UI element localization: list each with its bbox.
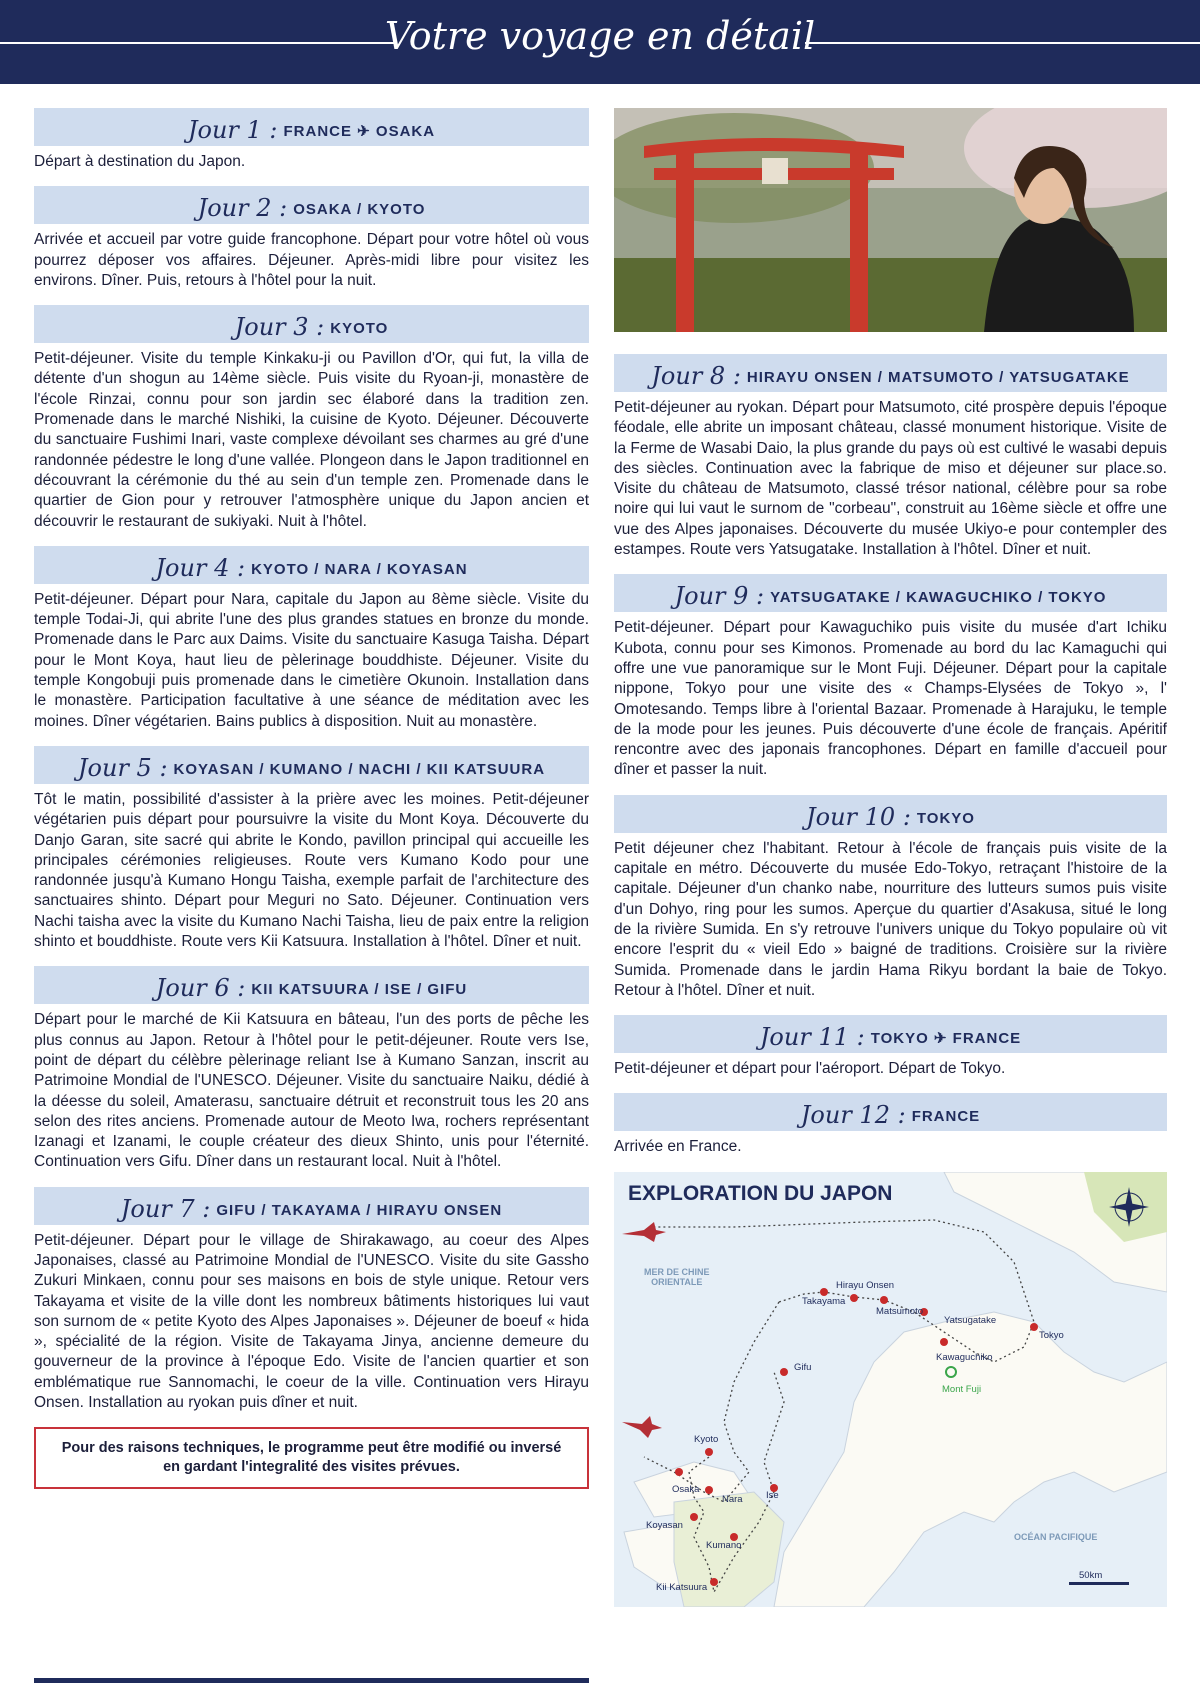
day-number: Jour 8 : bbox=[651, 362, 741, 390]
day-route: KYOTO bbox=[330, 320, 389, 338]
day-number: Jour 7 : bbox=[120, 1194, 211, 1223]
day-heading bbox=[34, 746, 589, 784]
city-label: Takayama bbox=[802, 1295, 846, 1307]
day-heading bbox=[34, 108, 589, 146]
day-heading bbox=[614, 1015, 1167, 1053]
sea-label-east: OCÉAN PACIFIQUE bbox=[1014, 1531, 1098, 1542]
day-description: Petit-déjeuner. Visite du temple Kinkaku-ji ou Pavillon d'Or, qui fut, la villa de détente d'un shogun au 14ème siècle. Puis visite du Ryoan-ji, monastère de l'école Rinzai, connu pour son jardin sec élaboré dans la tradition zen. Promenade dans le marché Nishiki, la cuisine de Kyoto. Déjeuner. Découverte du sanctuaire Fushimi Inari, vaste complexe dévoilant ses charmes au gré d'une randonnée pédestre le long d'une vallée. Plongeon dans le Japon traditionnel en découvrant la cérémonie du thé au sein d'un temple zen. Promenade dans le quartier de Gion pour y retrouver l'atmosphère unique du Japon ancien et découvrir le restaurant de sukiyaki. Nuit à l'hôtel. bbox=[34, 350, 589, 530]
city-label: Kumano bbox=[706, 1539, 742, 1551]
city-label: Osaka bbox=[672, 1483, 700, 1495]
torii-photo bbox=[614, 108, 1167, 332]
city-label: Kyoto bbox=[694, 1433, 719, 1445]
city-label: Gifu bbox=[794, 1361, 812, 1373]
city-label: Yatsugatake bbox=[944, 1314, 997, 1326]
day-heading bbox=[34, 546, 589, 584]
day-description: Arrivée en France. bbox=[614, 1138, 742, 1156]
day-description: Tôt le matin, possibilité d'assister à la prière avec les moines. Petit-déjeuner végétarien puis départ pour poursuivre la visite du Mont Koya. Découverte du Danjo Garan, site sacré qui abrite le Kondo, pavillon principal qui accueille les principales cérémonies religieuses. Route vers Kumano Kodo pour une randonnée jusqu'à Kumano Hongu Taisha, exemple parfait de l'architecture des sanctuaires shinto. Départ pour Meguri no Sato. Déjeuner. Continuation vers Nachi taisha avec la visite du Kumano Nachi Taisha, lieu de paix entre la religion shinto et bouddhiste. Route vers Kii Katsuura. Installation à l'hôtel. Dîner et nuit. bbox=[34, 790, 589, 951]
day-number: Jour 2 : bbox=[197, 194, 288, 223]
left-column bbox=[34, 108, 589, 1489]
day-description: Petit-déjeuner. Départ pour Kawaguchiko puis visite du musée d'art Ichiku Kubota, connu pour ses Kimonos. Promenade au bord du lac Kamaguchi qui offre une vue panoramique sur le Mont Fuji. Déjeuner. Départ pour la capitale nippone, Tokyo pour une visite des « Champs-Elysées de Tokyo », l' Omotesando. Temps libre à l'oriental Bazaar. Promenade à Harajuku, le temple de la mode pour les jeunes. Puis découverte d'une école de français. Apéritif rencontre avec des japonais francophones. Départ en famille d'accueil pour dîner et passer la nuit. bbox=[614, 619, 1167, 779]
disclaimer-note: Pour des raisons techniques, le programme peut être modifié ou inversé en gardant l'integralité des visites prévues. bbox=[34, 1427, 589, 1489]
day-description: Arrivée et accueil par votre guide francophone. Départ pour votre hôtel où vous pourrez déposer vos affaires. Déjeuner. Après-midi libre pour visitez les environs. Dîner. Puis, retours à l'hôtel pour la nuit. bbox=[34, 231, 589, 289]
header-banner bbox=[0, 0, 1200, 84]
day-description: Départ pour le marché de Kii Katsuura en bâteau, l'un des ports de pêche les plus connus au Japon. Retour à l'hôtel pour le petit-déjeuner. Route vers Ise, point de départ du célèbre pèlerinage reliant Ise à Kumano Sanzan, inscrit au Patrimoine Mondial de l'UNESCO. Déjeuner. Visite du sanctuaire Naiku, dédié à la déesse du soleil, Amaterasu, sanctuaire détruit et reconstruit tous les 20 ans selon des rites anciens. Promenade autour de Meoto Iwa, rochers représentant Izanagi et Izanami, le couple créateur des dieux Shinto, unis pour l'éternité. Continuation vers Gifu. Dîner dans un restaurant local. Nuit à l'hôtel. bbox=[34, 1011, 589, 1171]
itinerary-map bbox=[614, 1172, 1167, 1607]
day-route: KII KATSUURA / ISE / GIFU bbox=[251, 981, 468, 999]
day-route: HIRAYU ONSEN / MATSUMOTO / YATSUGATAKE bbox=[746, 369, 1130, 386]
city-label: Hirayu Onsen bbox=[836, 1279, 895, 1291]
city-label: Nara bbox=[722, 1493, 743, 1505]
day-route: GIFU / TAKAYAMA / HIRAYU ONSEN bbox=[216, 1201, 503, 1219]
map-title: EXPLORATION DU JAPON bbox=[628, 1181, 893, 1205]
day-heading bbox=[614, 795, 1167, 833]
day-description: Petit-déjeuner. Départ pour Nara, capitale du Japon au 8ème siècle. Visite du temple Todai-Ji, qui abrite l'une des plus grandes statues en bronze du monde. Promenade dans le Parc aux Daims. Visite du sanctuaire Kasuga Taisha. Départ pour le Mont Koya, haut lieu de pèlerinage bouddhiste. Déjeuner. Visite du temple Kongobuji puis promenade dans le cimetière Okunoin. Installation dans le monastère. Participation facultative à une séance de méditation avec les moines. Dîner végétarien. Bains publics à disposition. Nuit au monastère. bbox=[34, 590, 589, 730]
bottom-rule bbox=[34, 1678, 589, 1683]
day-number: Jour 5 : bbox=[77, 753, 168, 782]
day-heading bbox=[34, 1187, 589, 1225]
day-number: Jour 1 : bbox=[187, 116, 278, 144]
day-number: Jour 9 : bbox=[674, 582, 765, 611]
city-label: Mont Fuji bbox=[942, 1383, 982, 1395]
day-route: KOYASAN / KUMANO / NACHI / KII KATSUURA bbox=[173, 760, 546, 778]
city-label: Kawaguchiko bbox=[936, 1351, 993, 1363]
day-number: Jour 10 : bbox=[806, 802, 911, 831]
day-route: YATSUGATAKE / KAWAGUCHIKO / TOKYO bbox=[770, 589, 1107, 607]
day-route: FRANCE ✈ OSAKA bbox=[283, 123, 436, 140]
day-number: Jour 11 : bbox=[759, 1023, 865, 1052]
day-heading bbox=[614, 1093, 1167, 1131]
city-label: Kii Katsuura bbox=[656, 1581, 708, 1593]
sea-label-west: MER DE CHINE ORIENTALE bbox=[644, 1266, 710, 1287]
map-scale: 50km bbox=[1079, 1569, 1103, 1581]
day-heading bbox=[34, 966, 589, 1004]
day-heading bbox=[614, 574, 1167, 612]
day-heading bbox=[34, 305, 589, 343]
day-description: Départ à destination du Japon. bbox=[34, 153, 246, 170]
city-label: Koyasan bbox=[646, 1519, 683, 1531]
day-heading bbox=[34, 186, 589, 224]
day-description: Petit-déjeuner au ryokan. Départ pour Matsumoto, cité prospère depuis l'époque féodale, elle abrite un imposant château, classé monument historique. Visite de la Ferme de Wasabi Daio, la plus grande du pays où est cultivé le wasabi depuis des siècles. Continuation avec la fabrique de miso et déjeuner sur place.so. Visite du château de Matsumoto, classé trésor national, célèbre pour sa robe noire qui lui vaut le surnom de "corbeau", construit au 16ème siècle et offre une vue des Alpes japonaises. Découverte du musée Ukiyo-e pour contempler des estampes. Route vers Yatsugatake. Installation à l'hôtel. Dîner et nuit. bbox=[614, 399, 1167, 559]
day-description: Petit-déjeuner et départ pour l'aéroport. Départ de Tokyo. bbox=[614, 1060, 1006, 1078]
day-description: Petit déjeuner chez l'habitant. Retour à l'école de français puis visite de la capitale en métro. Découverte du musée Edo-Tokyo, retraçant l'histoire de la capitale. Déjeuner d'un chanko nabe, nourriture des lutteurs sumos puis visite d'un Dohyo, ring pour les sumos. Aperçue du quartier d'Asakusa, situé le long de la rivière Sumida. En s'y retrouve l'univers unique du Tokyo populaire où vit encore l'esprit du « vieil Edo » baigné de traditions. Croisière sur la rivière Sumida. Promenade dans le jardin Hama Rikyu bordant la baie de Tokyo. Retour à l'hôtel. Dîner et nuit. bbox=[614, 839, 1167, 999]
page-title: Votre voyage en détail bbox=[384, 14, 816, 58]
day-route: KYOTO / NARA / KOYASAN bbox=[251, 560, 468, 578]
city-label: Tokyo bbox=[1039, 1329, 1064, 1341]
day-heading bbox=[614, 354, 1167, 392]
right-column bbox=[614, 108, 1167, 1607]
day-description: Petit-déjeuner. Départ pour le village de Shirakawago, au coeur des Alpes Japonaises, classé au Patrimoine Mondial de l'UNESCO. Visite du site Gassho Zukuri Minkaen, connu pour ses maisons en bois de style unique. Retour vers Takayama et visite de la ville dont les nombreux bâtiments historiques lui vaut son surnom de « petite Kyoto des Alpes Japonaises ». Déjeuner de boeuf « hida », spécialité de la région. Visite de Takayama Jinya, ancienne demeure du gouverneur de la province à l'époque Edo. Visite de l'ancien quartier et son emblématique rue Sannomachi, le coeur de la ville. Continuation vers Hirayu Onsen. Installation au ryokan puis dîner et nuit. bbox=[34, 1231, 589, 1412]
day-number: Jour 6 : bbox=[155, 974, 246, 1003]
day-number: Jour 3 : bbox=[234, 313, 325, 342]
day-number: Jour 12 : bbox=[800, 1101, 906, 1130]
city-label: Matsumoto bbox=[876, 1305, 923, 1317]
city-label: Ise bbox=[766, 1489, 779, 1501]
day-route: TOKYO bbox=[916, 809, 975, 827]
day-route: TOKYO ✈ FRANCE bbox=[870, 1030, 1022, 1048]
day-number: Jour 4 : bbox=[155, 553, 246, 582]
day-route: FRANCE bbox=[911, 1108, 981, 1126]
day-route: OSAKA / KYOTO bbox=[293, 201, 426, 219]
